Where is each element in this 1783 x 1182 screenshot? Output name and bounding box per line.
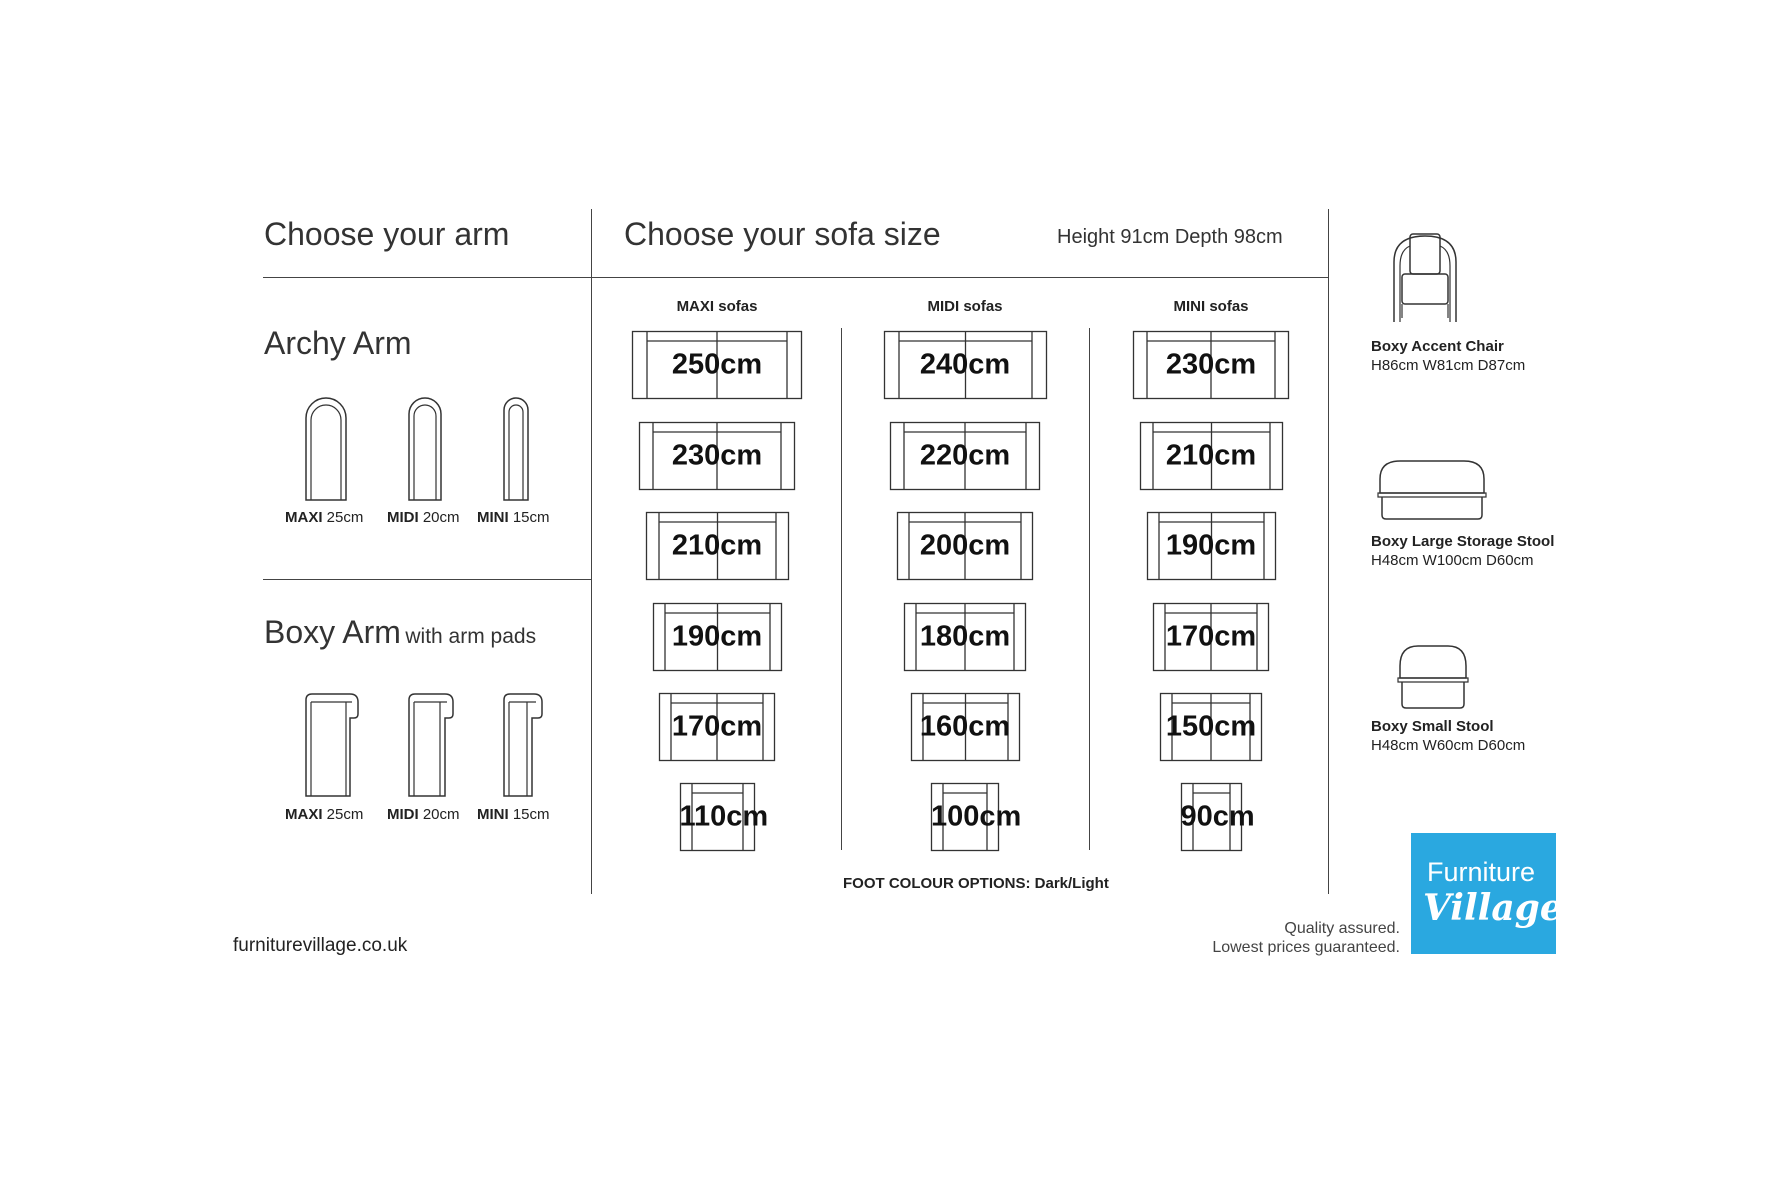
sofa-option-midi-180cm[interactable] — [904, 603, 1026, 671]
sofa-option-mini-90cm[interactable] — [1180, 783, 1255, 851]
sofa-option-midi-100cm[interactable] — [931, 783, 1022, 851]
boxy-arm-subtitle: with arm pads — [405, 625, 537, 648]
boxy-arm-mini-icon — [502, 692, 544, 798]
sofa-option-mini-190cm[interactable] — [1147, 512, 1276, 580]
accent-chair-info: Boxy Accent Chair H86cm W81cm D87cm — [1371, 338, 1526, 374]
sofa-option-maxi-110cm[interactable] — [679, 783, 769, 851]
arm-header-divider — [263, 277, 591, 278]
archy-arm-mini-icon — [502, 396, 530, 502]
boxy-midi-label: MIDI 20cm — [387, 806, 460, 823]
sofa-option-midi-240cm[interactable] — [884, 331, 1047, 399]
sofa-size-label: 250cm — [671, 348, 763, 381]
boxy-arm-title: Boxy Arm with arm pads — [264, 614, 537, 650]
storage-stool-info: Boxy Large Storage Stool H48cm W100cm D60cm — [1371, 533, 1555, 569]
storage-stool-icon — [1376, 457, 1488, 523]
sofa-size-label: 90cm — [1180, 800, 1255, 833]
sofa-option-maxi-190cm[interactable] — [653, 603, 782, 671]
sofa-option-maxi-230cm[interactable] — [639, 422, 795, 490]
boxy-mini-label: MINI 15cm — [477, 806, 550, 823]
website-link[interactable]: furniturevillage.co.uk — [233, 935, 408, 956]
sofa-size-label: 230cm — [1165, 348, 1257, 381]
sofa-header-divider — [591, 277, 1328, 278]
sofa-option-maxi-210cm[interactable] — [646, 512, 789, 580]
sofa-size-label: 100cm — [931, 800, 1022, 833]
maxi-midi-divider — [841, 328, 842, 850]
archy-arm-title: Archy Arm — [264, 325, 412, 361]
sofa-section-title: Choose your sofa size — [624, 216, 941, 252]
sofa-option-mini-210cm[interactable] — [1140, 422, 1283, 490]
boxy-maxi-label: MAXI 25cm — [285, 806, 364, 823]
archy-mini-label: MINI 15cm — [477, 509, 550, 526]
sofa-option-mini-170cm[interactable] — [1153, 603, 1269, 671]
sofa-option-midi-220cm[interactable] — [890, 422, 1040, 490]
archy-midi-label: MIDI 20cm — [387, 509, 460, 526]
sofa-size-label: 110cm — [679, 800, 769, 833]
small-stool-info: Boxy Small Stool H48cm W60cm D60cm — [1371, 718, 1526, 754]
sofa-size-label: 210cm — [1165, 439, 1257, 472]
boxy-arm-maxi-icon — [304, 692, 360, 798]
sofa-size-label: 200cm — [919, 529, 1011, 562]
sofa-option-mini-230cm[interactable] — [1133, 331, 1289, 399]
sofa-option-midi-200cm[interactable] — [897, 512, 1033, 580]
sofa-option-maxi-250cm[interactable] — [632, 331, 802, 399]
archy-arm-midi-icon — [407, 396, 443, 502]
sofa-size-label: 180cm — [919, 620, 1011, 653]
sofa-size-label: 220cm — [919, 439, 1011, 472]
sofa-option-mini-150cm[interactable] — [1160, 693, 1262, 761]
furniture-village-logo[interactable]: Furniture Village — [1411, 833, 1556, 954]
sofa-size-label: 160cm — [919, 710, 1011, 743]
small-stool-icon — [1396, 642, 1470, 712]
maxi-sofas-heading: MAXI sofas — [676, 298, 758, 315]
arm-section-divider — [263, 579, 591, 580]
sofa-option-maxi-170cm[interactable] — [659, 693, 775, 761]
sofa-size-label: 170cm — [671, 710, 763, 743]
sofa-accessory-divider — [1328, 209, 1329, 894]
midi-mini-divider — [1089, 328, 1090, 850]
sofa-size-label: 190cm — [671, 620, 763, 653]
foot-colour-options: FOOT COLOUR OPTIONS: Dark/Light — [843, 875, 1109, 892]
tagline: Quality assured. Lowest prices guaranteed. — [1212, 920, 1400, 956]
mini-sofas-heading: MINI sofas — [1173, 298, 1249, 315]
sofa-size-label: 240cm — [919, 348, 1011, 381]
sofa-size-label: 150cm — [1165, 710, 1257, 743]
boxy-arm-midi-icon — [407, 692, 455, 798]
arm-sofa-divider — [591, 209, 592, 894]
sofa-dimensions: Height 91cm Depth 98cm — [1057, 226, 1283, 248]
archy-maxi-label: MAXI 25cm — [285, 509, 364, 526]
midi-sofas-heading: MIDI sofas — [927, 298, 1003, 315]
sofa-size-label: 170cm — [1165, 620, 1257, 653]
accent-chair-icon — [1388, 232, 1462, 324]
arm-section-title: Choose your arm — [264, 216, 510, 252]
sofa-size-label: 190cm — [1165, 529, 1257, 562]
archy-arm-maxi-icon — [304, 396, 348, 502]
sofa-option-midi-160cm[interactable] — [911, 693, 1020, 761]
sofa-size-label: 210cm — [671, 529, 763, 562]
sofa-size-label: 230cm — [671, 439, 763, 472]
